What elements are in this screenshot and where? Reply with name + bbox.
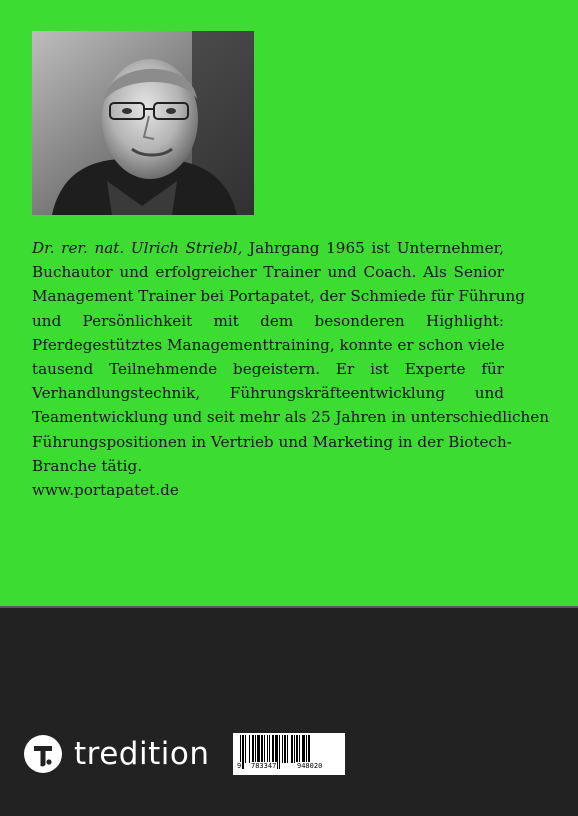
bio-line: Branche tätig. (32, 456, 143, 475)
bio-line: Führungspositionen in Vertrieb und Marketing in der Biotech- (32, 432, 512, 451)
barcode-bar (257, 735, 260, 763)
barcode-bar (245, 735, 246, 763)
barcode-bar (302, 735, 305, 763)
barcode-bar (287, 735, 288, 763)
barcode-bar (264, 735, 265, 763)
barcode-bar (249, 735, 250, 763)
barcode-bar (242, 735, 244, 769)
bio-line: und Persönlichkeit mit dem besonderen Highlight: (32, 311, 504, 330)
barcode-bar (261, 735, 263, 763)
tredition-t-icon (24, 735, 62, 773)
barcode-bar (255, 735, 256, 763)
publisher-name: tredition (74, 736, 210, 772)
cover-footer-panel (0, 608, 578, 816)
author-name: Dr. rer. nat. Ulrich Striebl, (32, 239, 243, 257)
barcode-digits-right: 948020 (297, 762, 323, 770)
barcode-bar (252, 735, 254, 763)
barcode-bar (294, 735, 295, 763)
bio-line: Verhandlungstechnik, Führungskräfteentwicklung und (32, 384, 504, 403)
author-photo (32, 31, 254, 215)
barcode-digit-first: 9 (237, 762, 242, 770)
barcode-bar (279, 735, 280, 769)
bio-line: Management Trainer bei Portapatet, der Schmiede für Führung (32, 287, 526, 306)
barcode-bar (296, 735, 298, 763)
barcode-bar (284, 735, 286, 763)
bio-line: Buchautor und erfolgreicher Trainer und Coach. Als Senior (32, 263, 504, 282)
barcode-bar (299, 735, 300, 763)
barcode-digits-left: 783347 (251, 762, 277, 770)
bio-line: tausend Teilnehmende begeistern. Er ist Experte für (32, 360, 504, 379)
barcode-bar (267, 735, 268, 763)
author-biography (32, 236, 550, 502)
isbn-barcode (233, 733, 345, 775)
bio-line: Dr. rer. nat. Ulrich Striebl, Jahrgang 1965 ist Unternehmer, (32, 239, 504, 257)
barcode-bar (291, 735, 293, 763)
barcode-bar (272, 735, 274, 763)
barcode-bar (282, 735, 283, 763)
barcode-bar (269, 735, 270, 763)
bio-line: Teamentwicklung und seit mehr als 25 Jahren in unterschiedlichen (32, 408, 550, 427)
bio-line: Pferdegestütztes Managementtraining, konnte er schon viele (32, 335, 505, 354)
publisher-logo (24, 735, 209, 773)
website-link[interactable]: www.portapatet.de (32, 481, 179, 500)
